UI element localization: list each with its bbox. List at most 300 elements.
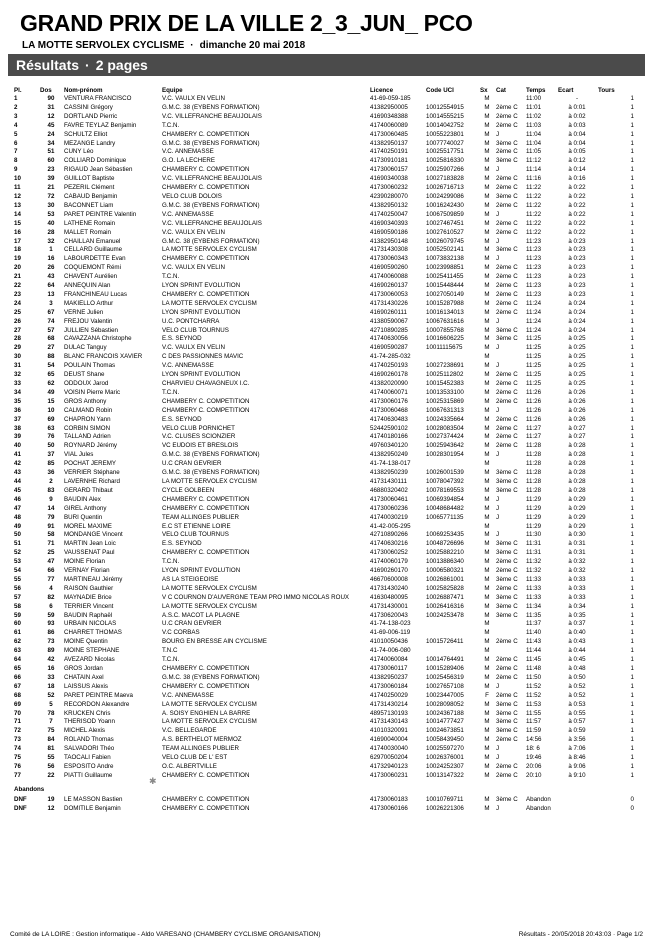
cell-licence: 41690340038 (370, 175, 408, 183)
cell-place: 14 (14, 210, 21, 218)
cell-category: 3ème C (496, 477, 518, 485)
cell-sex: M (484, 362, 490, 370)
table-row (13, 175, 635, 184)
cell-place: 12 (14, 192, 21, 200)
cell-sex: M (484, 460, 490, 468)
cell-bib: 31 (47, 103, 55, 111)
cell-gap: à 0:28 (568, 469, 586, 477)
cell-sex: M (484, 804, 490, 812)
cell-laps: 1 (630, 709, 634, 717)
cell-team: E.C ST ETIENNE LOIRE (162, 522, 231, 530)
cell-time: 11:55 (526, 709, 542, 717)
cell-sex: M (484, 299, 490, 307)
cell-bib: 22 (47, 771, 55, 779)
cell-uci-code: 10016242430 (426, 201, 464, 209)
cell-gap: à 0:33 (568, 575, 586, 583)
cell-rider-name: CORBIN SIMON (64, 424, 111, 432)
cell-place: 15 (14, 219, 21, 227)
cell-sex: M (484, 558, 490, 566)
cell-category: 2ème C (496, 148, 518, 156)
cell-rider-name: URBAIN NICOLAS (64, 620, 117, 628)
cell-uci-code: 10026079745 (426, 237, 464, 245)
cell-licence: 42710890285 (370, 326, 408, 334)
cell-team: G.M.C. 38 (EYBENS FORMATION) (162, 469, 260, 477)
cell-licence: 41-74-138-017 (370, 460, 411, 468)
cell-sex: M (484, 264, 490, 272)
cell-rider-name: ANNEQUIN Alan (64, 282, 111, 290)
cell-gap (557, 805, 597, 814)
cell-category: 2ème C (496, 567, 518, 575)
cell-uci-code: 10026716713 (426, 184, 464, 192)
cell-laps: 1 (630, 486, 634, 494)
cell-time: 11:23 (526, 255, 542, 263)
cell-rider-name: MARTINEAU Jérémy (64, 575, 123, 583)
cell-time: 11:29 (526, 504, 542, 512)
cell-category: 3ème C (496, 469, 518, 477)
cell-licence: 41740060089 (370, 121, 408, 129)
cell-licence: 41690040004 (370, 736, 408, 744)
cell-rider-name: MEZANGE Landry (64, 139, 116, 147)
cell-team: T.C.N. (162, 121, 180, 129)
table-row (13, 344, 635, 353)
cell-licence: 46670600008 (370, 575, 408, 583)
cell-laps: 1 (630, 700, 634, 708)
cell-time: 11:25 (526, 344, 542, 352)
cell-time: 11:37 (526, 620, 542, 628)
cell-gap: à 0:05 (568, 148, 586, 156)
cell-laps: 1 (630, 335, 634, 343)
cell-licence: 41-74-006-080 (370, 647, 411, 655)
cell-licence: 41731430001 (370, 602, 408, 610)
cell-sex: M (484, 371, 490, 379)
cell-uci-code: 10006580321 (426, 567, 464, 575)
cell-uci-code: 10078047392 (426, 477, 464, 485)
cell-bib: 76 (47, 433, 55, 441)
cell-bib: 93 (47, 620, 55, 628)
cell-category: 2ème C (496, 371, 518, 379)
cell-uci-code: 10078169553 (426, 486, 464, 494)
cell-sex: M (484, 130, 490, 138)
table-row (13, 727, 635, 736)
cell-licence: 42390280070 (370, 192, 408, 200)
cell-time: 11:28 (526, 469, 542, 477)
cell-category: J (496, 745, 500, 753)
table-row (13, 362, 635, 371)
cell-team: VELO CLUB TOURNUS (162, 531, 229, 539)
cell-place: 51 (14, 540, 21, 548)
cell-rider-name: PARET PEINTRE Maeva (64, 691, 133, 699)
cell-place: 56 (14, 584, 21, 592)
cell-rider-name: MAKIELLO Arthur (64, 299, 114, 307)
cell-rider-name: FREJOU Valentin (64, 317, 113, 325)
cell-gap: à 0:37 (568, 620, 586, 628)
cell-laps: 1 (630, 219, 634, 227)
cell-rider-name: DEUST Shane (64, 371, 105, 379)
cell-sex: M (484, 388, 490, 396)
cell-laps: 1 (630, 745, 634, 753)
cell-licence: 41730060183 (370, 795, 408, 803)
cell-time: 11:24 (526, 308, 542, 316)
cell-sex: M (484, 620, 490, 628)
cell-place: 46 (14, 495, 21, 503)
cell-laps: 1 (630, 549, 634, 557)
table-row (13, 264, 635, 273)
cell-category: J (496, 504, 500, 512)
cell-gap: - (575, 95, 579, 102)
cell-time: 11:23 (526, 290, 542, 298)
cell-sex: M (484, 335, 490, 343)
cell-gap: à 0:29 (568, 522, 586, 530)
cell-laps: 1 (630, 246, 634, 254)
cell-gap: à 0:33 (568, 593, 586, 601)
cell-rider-name: BAUDIN Alex (64, 495, 101, 503)
cell-bib: 54 (47, 362, 55, 370)
cell-uci-code: 10065771135 (426, 513, 464, 521)
cell-rider-name: MOINE Quentin (64, 638, 108, 646)
cell-uci-code (425, 629, 479, 638)
cell-uci-code: 10067631616 (426, 317, 464, 325)
cell-uci-code: 10067509859 (426, 210, 464, 218)
cell-category: 2ème C (496, 273, 518, 281)
cell-place: 44 (14, 477, 21, 485)
cell-place: 55 (14, 575, 21, 583)
col-header-team: Equipe (162, 87, 183, 94)
cell-category: J (496, 362, 500, 370)
cell-bib: 56 (47, 762, 55, 770)
cell-laps: 0 (630, 795, 634, 803)
cell-team: V.C. VAULX EN VELIN (162, 264, 225, 272)
cell-time: 11:31 (526, 540, 542, 548)
cell-licence: 48957130193 (370, 709, 408, 717)
cell-rider-name: CHATAIN Axel (64, 673, 104, 681)
cell-team: BOURG EN BRESSE AIN CYCLISME (162, 638, 267, 646)
cell-laps: 1 (630, 317, 634, 325)
cell-rider-name: CUNY Léo (64, 148, 94, 156)
cell-sex: M (484, 219, 490, 227)
col-header-gap: Ecart (558, 87, 574, 94)
cell-licence: 41382950148 (370, 237, 408, 245)
cell-team: A. SOISY ENGHIEN LA BARRE (162, 709, 251, 717)
cell-rider-name: DOMITILE Benjamin (64, 804, 121, 812)
cell-laps: 1 (630, 273, 634, 281)
cell-bib: 21 (47, 184, 55, 192)
table-row (13, 805, 635, 814)
cell-licence: 41730060053 (370, 290, 408, 298)
cell-uci-code: 10028098052 (426, 700, 464, 708)
cell-uci-code: 10015289406 (426, 665, 464, 672)
cell-time: 11:29 (526, 495, 542, 503)
cell-uci-code: 10011115675 (426, 344, 463, 352)
cell-team: LYON SPRINT EVOLUTION (162, 308, 241, 316)
cell-time: 11:23 (526, 246, 542, 254)
cell-gap: à 0:45 (568, 656, 586, 664)
cell-sex: M (484, 736, 490, 744)
cell-time: 11:32 (526, 558, 542, 566)
cell-time: 11:22 (526, 210, 542, 218)
cell-sex: M (484, 255, 490, 263)
cell-bib: 78 (47, 709, 55, 717)
cell-laps: 1 (630, 620, 634, 628)
cell-time: 11:33 (526, 584, 542, 592)
cell-team: C DES PASSIONNES MAVIC (162, 353, 244, 361)
cell-laps: 1 (630, 130, 634, 138)
table-row (13, 576, 635, 585)
cell-gap: à 0:26 (568, 406, 586, 414)
cell-laps: 1 (630, 495, 634, 503)
col-header-time: Temps (526, 87, 546, 94)
cell-team: CHAMBERY C. COMPETITION (162, 549, 250, 557)
cell-time: 11:40 (526, 629, 542, 637)
cell-place: 52 (14, 549, 21, 557)
table-row (13, 620, 635, 629)
cell-gap: à 0:44 (568, 647, 586, 655)
cell-sex: M (484, 210, 490, 218)
cell-licence: 41740060088 (370, 273, 408, 281)
cell-bib: 91 (47, 522, 55, 530)
cell-sex: M (484, 273, 490, 281)
cell-time: 11:23 (526, 273, 542, 281)
cell-category: 3ème C (496, 795, 518, 803)
cell-category: 3ème C (496, 486, 518, 494)
cell-sex: M (484, 166, 490, 174)
cell-category: 2ème C (496, 282, 518, 290)
cell-bib: 43 (47, 273, 55, 281)
cell-place: 25 (14, 308, 21, 316)
cell-category: 2ème C (496, 264, 518, 272)
cell-rider-name: GROS Jordan (64, 665, 103, 672)
cell-licence: 41740250029 (370, 691, 408, 699)
cell-uci-code: 10025112802 (426, 371, 464, 379)
cell-team: VELO CLUB DOLOIS (162, 192, 222, 200)
cell-licence: 41730060184 (370, 682, 408, 690)
cell-sex: M (484, 469, 490, 477)
cell-team: CHAMBERY C. COMPETITION (162, 682, 250, 690)
cell-licence: 41740250191 (370, 148, 408, 156)
cell-rider-name: VIAL Jules (64, 451, 94, 459)
cell-category: 2ème C (496, 673, 518, 681)
cell-gap: à 0:27 (568, 424, 586, 432)
cell-licence: 41730060117 (370, 665, 408, 672)
table-header-row (13, 86, 635, 95)
cell-rider-name: GROS Anthony (64, 397, 107, 405)
cell-gap: à 0:22 (568, 228, 586, 236)
page-count: 2 pages (95, 57, 148, 73)
cell-place: 22 (14, 282, 21, 290)
table-row (13, 701, 635, 710)
cell-sex: M (484, 762, 490, 770)
cell-bib: 15 (47, 397, 55, 405)
cell-rider-name: LE MASSON Bastien (64, 795, 123, 803)
cell-uci-code: 10024299086 (426, 192, 464, 200)
cell-gap: à 0:32 (568, 558, 586, 566)
asterisk-icon: ✱ (149, 776, 157, 786)
cell-bib: 71 (47, 540, 55, 548)
cell-bib: 53 (47, 210, 55, 218)
cell-uci-code: 10024335664 (426, 415, 464, 423)
cell-team: G.M.C. 38 (EYBENS FORMATION) (162, 673, 260, 681)
cell-category: 2ème C (496, 175, 518, 183)
table-row (13, 166, 635, 175)
cell-licence: 41730060231 (370, 771, 408, 779)
cell-sex: M (484, 549, 490, 557)
cell-time: 11:04 (526, 130, 542, 138)
cell-bib: 69 (47, 415, 55, 423)
cell-time: 11:23 (526, 282, 542, 290)
cell-time: 11:27 (526, 424, 542, 432)
table-row (13, 478, 635, 487)
cell-licence: 41382950005 (370, 103, 408, 111)
table-row (13, 104, 635, 113)
cell-place: 77 (14, 771, 21, 779)
cell-rider-name: VERNAY Florian (64, 567, 110, 575)
cell-category: 3ème C (496, 593, 518, 601)
cell-time: 11:53 (526, 700, 542, 708)
table-row (13, 389, 635, 398)
cell-sex: M (484, 290, 490, 298)
cell-laps: 1 (630, 513, 634, 521)
table-row (13, 202, 635, 211)
cell-laps: 1 (630, 166, 634, 174)
cell-category: 2ème C (496, 308, 518, 316)
cell-time: 20:10 (526, 771, 542, 779)
cell-category: J (496, 754, 500, 762)
cell-sex: M (484, 718, 490, 726)
cell-time: 11:43 (526, 638, 542, 646)
cell-laps: 1 (630, 771, 634, 779)
col-header-licence: Licence (370, 87, 394, 94)
table-row (13, 238, 635, 247)
cell-laps: 1 (630, 727, 634, 735)
cell-sex: M (484, 567, 490, 575)
cell-category: 2ème C (496, 691, 518, 699)
cell-time: 20:06 (526, 762, 542, 770)
cell-gap: à 7:06 (568, 745, 586, 753)
cell-bib: 51 (47, 148, 55, 156)
cell-time: 11:30 (526, 531, 542, 539)
cell-uci-code: 10069253435 (426, 531, 464, 539)
cell-place: 17 (14, 237, 21, 245)
cell-rider-name: TALLAND Adrien (64, 433, 111, 441)
results-table (13, 86, 635, 814)
cell-rider-name: CHARRET THOMAS (64, 629, 122, 637)
cell-team: CHAMBERY C. COMPETITION (162, 495, 250, 503)
cell-team: T.C.N. (162, 656, 180, 664)
cell-place: 74 (14, 745, 21, 753)
cell-place: 35 (14, 397, 21, 405)
cell-place: 20 (14, 264, 21, 272)
cell-category: J (496, 344, 500, 352)
cell-gap: à 0:40 (568, 629, 586, 637)
cell-category: 2ème C (496, 415, 518, 423)
cell-uci-code: 10026887471 (426, 593, 464, 601)
cell-uci-code: 10015287988 (426, 299, 464, 307)
cell-rider-name: LATHENE Romain (64, 219, 116, 227)
cell-rider-name: COLLIARD Dominique (64, 157, 127, 165)
cell-licence: 41740630056 (370, 335, 408, 343)
cell-laps: 1 (630, 593, 634, 601)
cell-team: CHARVIEU CHAVAGNEUX I.C. (162, 380, 250, 387)
cell-place: 61 (14, 629, 21, 637)
cell-category: 2ème C (496, 424, 518, 432)
cell-gap: à 0:26 (568, 415, 586, 423)
cell-gap: à 0:12 (568, 157, 586, 165)
cell-team: V.C. VAULX EN VELIN (162, 95, 225, 102)
cell-sex: M (484, 700, 490, 708)
cell-time: 11:50 (526, 673, 542, 681)
cell-rider-name: CALMAND Robin (64, 406, 113, 414)
cell-bib: 45 (47, 121, 55, 129)
cell-rider-name: CHAPRON Yann (64, 415, 111, 423)
cell-category: 3ème C (496, 718, 518, 726)
cell-licence: 41740060084 (370, 656, 408, 664)
cell-bib: 72 (47, 192, 55, 200)
cell-laps: 1 (630, 406, 634, 414)
cell-category: 3ème C (496, 611, 518, 619)
cell-time: 11:22 (526, 192, 542, 200)
table-row (13, 540, 635, 549)
subtitle-separator: · (190, 40, 194, 51)
cell-licence: 41690260178 (370, 371, 408, 379)
cell-laps: 0 (630, 804, 634, 812)
cell-category: 2ème C (496, 112, 518, 120)
cell-uci-code: 10027467451 (426, 219, 464, 227)
cell-laps: 1 (630, 522, 634, 530)
abandons-heading: Abandons (14, 785, 45, 793)
cell-time: 11:24 (526, 299, 542, 307)
cell-place: 50 (14, 531, 21, 539)
cell-category: 2ème C (496, 638, 518, 646)
cell-time: 11:28 (526, 477, 542, 485)
cell-team: V.C. BELLEGARDE (162, 727, 217, 735)
cell-rider-name: ODDOUX Jarod (64, 380, 109, 387)
cell-rider-name: ESPOSITO Andre (64, 762, 114, 770)
cell-laps: 1 (630, 184, 634, 192)
cell-bib: 23 (47, 166, 55, 174)
table-row (13, 416, 635, 425)
event-subtitle (22, 40, 305, 51)
cell-time: 11:33 (526, 575, 542, 583)
cell-laps: 1 (630, 754, 634, 762)
cell-rider-name: TERRIER Vincent (64, 602, 114, 610)
cell-licence: 41740630483 (370, 415, 408, 423)
cell-team: T.C.N. (162, 273, 180, 281)
cell-time: 11:26 (526, 415, 542, 423)
cell-licence: 41730060461 (370, 495, 408, 503)
cell-category: 3ème C (496, 157, 518, 165)
table-row (13, 772, 635, 781)
table-row (13, 273, 635, 282)
cell-time: 11:24 (526, 326, 542, 334)
cell-place: 53 (14, 558, 21, 566)
cell-laps: 1 (630, 602, 634, 610)
cell-laps: 1 (630, 682, 634, 690)
cell-time: 11:24 (526, 317, 542, 325)
cell-uci-code (425, 620, 479, 629)
col-header-laps: Tours (598, 87, 615, 94)
cell-sex: M (484, 433, 490, 441)
cell-category: 2ème C (496, 656, 518, 664)
cell-licence: 41740060071 (370, 388, 408, 396)
cell-sex: M (484, 157, 490, 165)
cell-team: LA MOTTE SERVOLEX CYCLISM (162, 246, 257, 254)
cell-bib: 82 (47, 593, 55, 601)
cell-place: 69 (14, 700, 21, 708)
cell-time: 11:12 (526, 157, 542, 165)
cell-time: 11:48 (526, 665, 542, 672)
band-separator: · (85, 57, 90, 73)
cell-time: 11:28 (526, 486, 542, 494)
cell-rider-name: SALVADORI Théo (64, 745, 115, 753)
